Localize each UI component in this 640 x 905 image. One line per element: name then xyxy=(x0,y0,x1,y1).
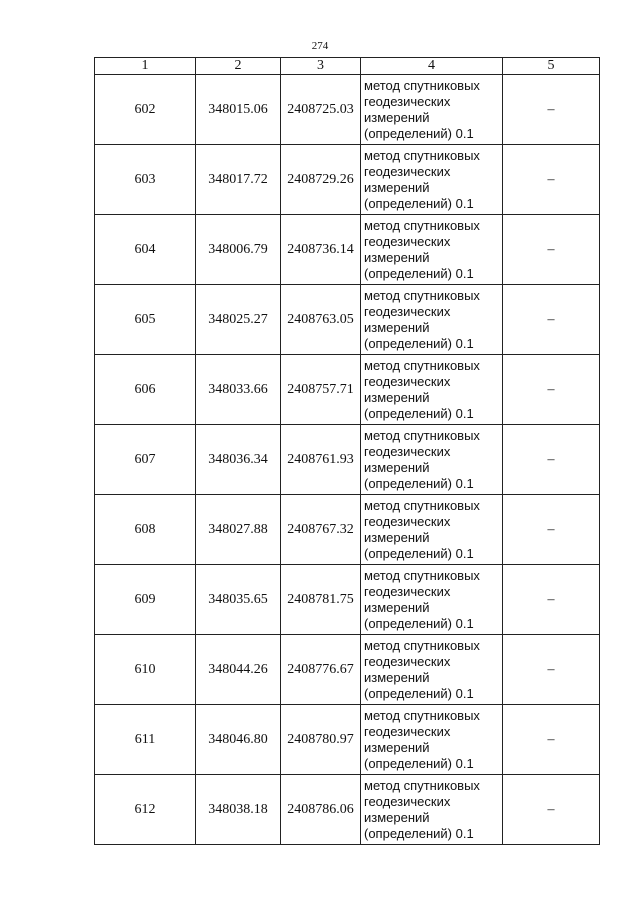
method-line: (определений) 0.1 xyxy=(364,755,474,771)
method-description xyxy=(361,495,503,565)
coord-x: 348017.72 xyxy=(196,145,281,215)
method-line: измерений xyxy=(364,739,430,755)
method-line: измерений xyxy=(364,179,430,195)
method-line: измерений xyxy=(364,459,430,475)
method-line: геодезических xyxy=(364,93,451,109)
coordinates-table xyxy=(94,57,600,845)
coord-y: 2408725.03 xyxy=(281,75,361,145)
column-header-1: 1 xyxy=(95,58,196,75)
table-row xyxy=(95,215,600,285)
method-description xyxy=(361,215,503,285)
method-line: метод спутниковых xyxy=(364,287,480,303)
page-number: 274 xyxy=(311,40,329,52)
coord-x: 348033.66 xyxy=(196,355,281,425)
point-number: 607 xyxy=(95,425,196,495)
method-line: геодезических xyxy=(364,373,451,389)
point-number: 609 xyxy=(95,565,196,635)
coord-x: 348015.06 xyxy=(196,75,281,145)
coord-y: 2408786.06 xyxy=(281,775,361,845)
method-line: метод спутниковых xyxy=(364,567,480,583)
coord-y: 2408763.05 xyxy=(281,285,361,355)
note-dash: – xyxy=(503,285,600,355)
method-line: (определений) 0.1 xyxy=(364,405,474,421)
note-dash: – xyxy=(503,75,600,145)
coord-x: 348038.18 xyxy=(196,775,281,845)
column-header-5: 5 xyxy=(503,58,600,75)
method-line: метод спутниковых xyxy=(364,777,480,793)
point-number: 612 xyxy=(95,775,196,845)
method-line: (определений) 0.1 xyxy=(364,125,474,141)
coord-y: 2408781.75 xyxy=(281,565,361,635)
method-line: геодезических xyxy=(364,233,451,249)
coord-y: 2408729.26 xyxy=(281,145,361,215)
method-description xyxy=(361,775,503,845)
point-number: 603 xyxy=(95,145,196,215)
method-line: измерений xyxy=(364,809,430,825)
coord-x: 348027.88 xyxy=(196,495,281,565)
method-line: метод спутниковых xyxy=(364,357,480,373)
table-row xyxy=(95,775,600,845)
table-row xyxy=(95,145,600,215)
method-line: геодезических xyxy=(364,723,451,739)
method-line: геодезических xyxy=(364,793,451,809)
method-line: метод спутниковых xyxy=(364,707,480,723)
table-row xyxy=(95,705,600,775)
method-description xyxy=(361,145,503,215)
method-line: измерений xyxy=(364,599,430,615)
point-number: 604 xyxy=(95,215,196,285)
coord-y: 2408780.97 xyxy=(281,705,361,775)
note-dash: – xyxy=(503,705,600,775)
method-line: (определений) 0.1 xyxy=(364,685,474,701)
column-header-4: 4 xyxy=(361,58,503,75)
point-number: 610 xyxy=(95,635,196,705)
table-row xyxy=(95,285,600,355)
point-number: 605 xyxy=(95,285,196,355)
method-line: измерений xyxy=(364,249,430,265)
table-row xyxy=(95,635,600,705)
method-line: измерений xyxy=(364,529,430,545)
table-row xyxy=(95,75,600,145)
method-line: метод спутниковых xyxy=(364,217,480,233)
coord-x: 348006.79 xyxy=(196,215,281,285)
coord-x: 348035.65 xyxy=(196,565,281,635)
note-dash: – xyxy=(503,145,600,215)
coord-y: 2408776.67 xyxy=(281,635,361,705)
method-line: измерений xyxy=(364,669,430,685)
note-dash: – xyxy=(503,565,600,635)
method-line: метод спутниковых xyxy=(364,427,480,443)
method-description xyxy=(361,285,503,355)
note-dash: – xyxy=(503,775,600,845)
method-line: (определений) 0.1 xyxy=(364,265,474,281)
table-row xyxy=(95,355,600,425)
method-line: геодезических xyxy=(364,303,451,319)
column-header-3: 3 xyxy=(281,58,361,75)
note-dash: – xyxy=(503,635,600,705)
method-line: метод спутниковых xyxy=(364,77,480,93)
method-line: геодезических xyxy=(364,443,451,459)
coord-y: 2408736.14 xyxy=(281,215,361,285)
method-line: (определений) 0.1 xyxy=(364,615,474,631)
coord-y: 2408757.71 xyxy=(281,355,361,425)
coord-y: 2408761.93 xyxy=(281,425,361,495)
method-line: метод спутниковых xyxy=(364,637,480,653)
table-header-row xyxy=(95,58,600,75)
method-description xyxy=(361,425,503,495)
method-line: (определений) 0.1 xyxy=(364,825,474,841)
column-header-2: 2 xyxy=(196,58,281,75)
point-number: 608 xyxy=(95,495,196,565)
method-line: метод спутниковых xyxy=(364,147,480,163)
method-line: геодезических xyxy=(364,513,451,529)
coord-x: 348036.34 xyxy=(196,425,281,495)
point-number: 602 xyxy=(95,75,196,145)
method-line: геодезических xyxy=(364,163,451,179)
method-line: метод спутниковых xyxy=(364,497,480,513)
method-line: измерений xyxy=(364,389,430,405)
note-dash: – xyxy=(503,495,600,565)
note-dash: – xyxy=(503,355,600,425)
note-dash: – xyxy=(503,425,600,495)
coord-x: 348044.26 xyxy=(196,635,281,705)
method-line: геодезических xyxy=(364,653,451,669)
method-line: геодезических xyxy=(364,583,451,599)
coord-y: 2408767.32 xyxy=(281,495,361,565)
method-description xyxy=(361,75,503,145)
table-row xyxy=(95,425,600,495)
method-line: (определений) 0.1 xyxy=(364,335,474,351)
note-dash: – xyxy=(503,215,600,285)
point-number: 606 xyxy=(95,355,196,425)
coord-x: 348025.27 xyxy=(196,285,281,355)
method-line: измерений xyxy=(364,319,430,335)
table-row xyxy=(95,565,600,635)
method-line: (определений) 0.1 xyxy=(364,545,474,561)
method-line: измерений xyxy=(364,109,430,125)
coord-x: 348046.80 xyxy=(196,705,281,775)
method-description xyxy=(361,635,503,705)
method-description xyxy=(361,355,503,425)
method-description xyxy=(361,705,503,775)
method-line: (определений) 0.1 xyxy=(364,475,474,491)
method-description xyxy=(361,565,503,635)
table-row xyxy=(95,495,600,565)
point-number: 611 xyxy=(95,705,196,775)
method-line: (определений) 0.1 xyxy=(364,195,474,211)
